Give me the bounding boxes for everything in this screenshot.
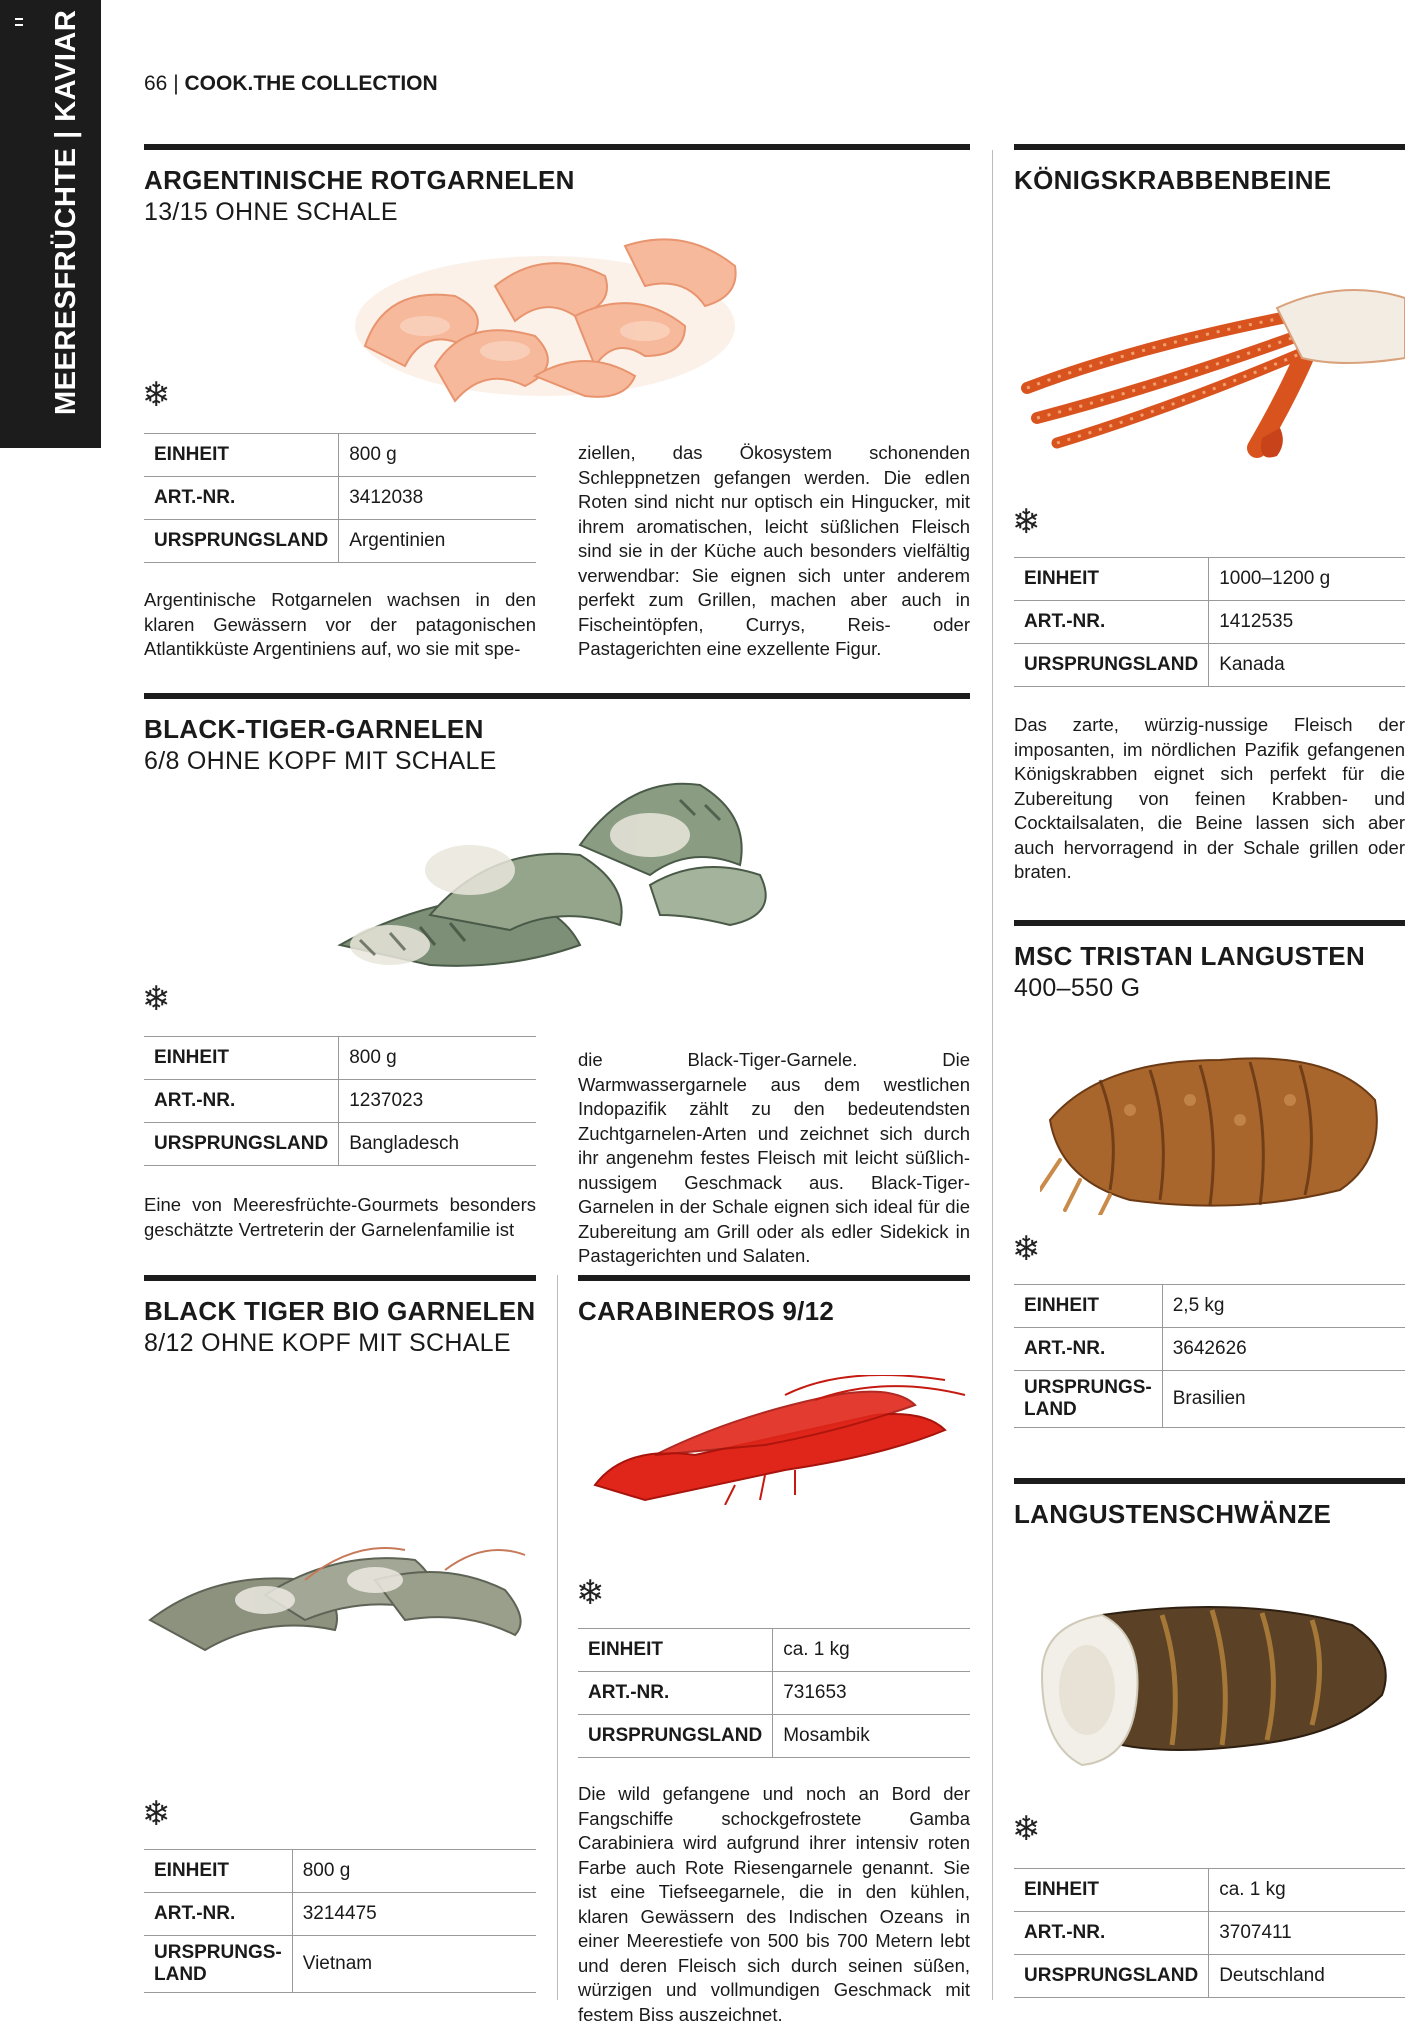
table-row — [578, 1672, 970, 1715]
spec-label: ART.-NR. — [1014, 1912, 1209, 1955]
product-description: Die wild gefangene und noch an Bord der Fangschiffe schockgefrostete Gamba Carabiniera wird aufgrund ihrer intensiv roten Farbe auch Rote Riesengarnele genannt. Sie ist eine Tiefseegarnele, die in den kühlen, klaren Gewässern des Indischen Ozeans in einer Meerestiefe von 500 bis 700 Metern lebt und deren Fleisch sich durch seinen süßen, würzigen und vollmundigen Geschmack mit festem Biss auszeichnet. — [578, 1783, 970, 2025]
spec-value: Vietnam — [292, 1936, 536, 1993]
menu-mark-icon — [15, 18, 23, 26]
table-row — [144, 1080, 536, 1123]
table-row — [144, 1037, 536, 1080]
spec-table — [578, 1628, 970, 1758]
table-row — [1014, 1328, 1405, 1371]
product-title: BLACK-TIGER-GARNELEN — [144, 714, 484, 744]
table-row — [144, 477, 536, 520]
table-row — [144, 1936, 536, 1993]
spec-label: ART.-NR. — [144, 477, 339, 520]
spec-label: URSPRUNGSLAND — [1014, 644, 1209, 687]
table-row — [144, 1893, 536, 1936]
lobster-tail-image — [1022, 1595, 1397, 1775]
spec-value: 3707411 — [1209, 1912, 1405, 1955]
product-subtitle: 6/8 OHNE KOPF MIT SCHALE — [144, 747, 497, 775]
spec-table — [144, 1036, 536, 1166]
spec-value: ca. 1 kg — [1209, 1869, 1405, 1912]
section-rule — [144, 693, 970, 699]
table-row — [144, 1850, 536, 1893]
spec-label: URSPRUNGS- LAND — [1014, 1371, 1162, 1428]
spec-value: 1412535 — [1209, 601, 1405, 644]
spec-value: Bangladesch — [339, 1123, 536, 1166]
spec-label: ART.-NR. — [578, 1672, 773, 1715]
spec-label: ART.-NR. — [1014, 601, 1209, 644]
spec-value: Kanada — [1209, 644, 1405, 687]
shrimp-image — [145, 1540, 530, 1660]
spec-value: 2,5 kg — [1162, 1285, 1405, 1328]
product-description: Eine von Meeresfrüchte-Gourmets besonders geschätzte Vertreterin der Garnelenfamilie ist — [144, 1194, 536, 1240]
section-rule — [1014, 144, 1405, 150]
spec-label: EINHEIT — [144, 1850, 292, 1893]
shrimp-image — [345, 226, 755, 412]
table-row — [144, 434, 536, 477]
snowflake-icon: ❄ — [142, 980, 171, 1018]
spec-table — [144, 1849, 536, 1993]
product-description: ziellen, das Ökosystem schonenden Schleppnetzen gefangen werden. Die edlen Roten sind nicht nur optisch ein Hingucker, mit ihrem aromatischen, leicht süßlichen Fleisch sind sie in der Küche auch besonders vielfältig verwendbar: Sie eignen sich unter anderem perfekt zum Grillen, machen aber auch in Fischeintöpfen, Currys, Reis- oder Pastagerichten eine exzellente Figur. — [578, 442, 970, 659]
table-row — [1014, 558, 1405, 601]
spec-label: EINHEIT — [144, 434, 339, 477]
shrimp-image — [330, 755, 785, 980]
spec-label: EINHEIT — [1014, 1285, 1162, 1328]
spec-label: ART.-NR. — [144, 1080, 339, 1123]
page-header — [144, 72, 438, 96]
spec-label: EINHEIT — [1014, 558, 1209, 601]
spec-value: 731653 — [773, 1672, 970, 1715]
spec-value: 800 g — [292, 1850, 536, 1893]
lobster-image — [1040, 1040, 1385, 1215]
spec-table — [1014, 1284, 1405, 1428]
spec-value: Deutschland — [1209, 1955, 1405, 1998]
table-row — [1014, 1869, 1405, 1912]
product-title: BLACK TIGER BIO GARNELEN — [144, 1296, 536, 1326]
table-row — [144, 1123, 536, 1166]
section-rule — [144, 144, 970, 150]
section-label: MEERESFRÜCHTE | KAVIAR — [50, 9, 82, 415]
page-number: 66 — [144, 72, 168, 95]
spec-value: 3214475 — [292, 1893, 536, 1936]
spec-value: 1000–1200 g — [1209, 558, 1405, 601]
brand-title: COOK.THE COLLECTION — [184, 72, 438, 95]
snowflake-icon: ❄ — [1012, 1810, 1041, 1848]
section-sidebar — [0, 0, 101, 448]
snowflake-icon: ❄ — [1012, 503, 1041, 541]
spec-value: ca. 1 kg — [773, 1629, 970, 1672]
spec-value: Argentinien — [339, 520, 536, 563]
table-row — [1014, 1285, 1405, 1328]
spec-label: EINHEIT — [1014, 1869, 1209, 1912]
table-row — [1014, 1912, 1405, 1955]
snowflake-icon: ❄ — [576, 1574, 605, 1612]
product-description: die Black-Tiger-Garnele. Die Warmwassergarnele aus dem westlichen Indopazifik zählt zu den bedeutendsten Zuchtgarnelen-Arten und zeichnet sich durch ihr angenehm festes Fleisch mit leicht süßlich-nussigem Geschmack aus. Black-Tiger-Garnelen in der Schale eignen sich ideal für die Zubereitung am Grill oder als edler Sidekick in Pastagerichten und Salaten. — [578, 1049, 970, 1266]
product-title: CARABINEROS 9/12 — [578, 1296, 835, 1326]
spec-label: URSPRUNGSLAND — [144, 1123, 339, 1166]
spec-label: ART.-NR. — [1014, 1328, 1162, 1371]
spec-table — [144, 433, 536, 563]
spec-table — [1014, 1868, 1405, 1998]
prawn-image — [585, 1375, 970, 1505]
spec-label: URSPRUNGSLAND — [144, 520, 339, 563]
table-row — [144, 520, 536, 563]
product-description: Das zarte, würzig-nussige Fleisch der imposanten, im nördlichen Pazifik gefangenen Königskrabben eignet sich perfekt für die Zubereitung von feinen Krabben- und Cocktailsalaten, die Beine lassen sich aber auch hervorragend in der Schale grillen oder braten. — [1014, 714, 1405, 882]
spec-value: 800 g — [339, 434, 536, 477]
product-subtitle: 8/12 OHNE KOPF MIT SCHALE — [144, 1329, 511, 1357]
product-subtitle: 400–550 G — [1014, 974, 1141, 1002]
table-row — [1014, 644, 1405, 687]
product-title: LANGUSTENSCHWÄNZE — [1014, 1499, 1332, 1529]
product-title: KÖNIGSKRABBENBEINE — [1014, 165, 1332, 195]
spec-label: EINHEIT — [578, 1629, 773, 1672]
spec-value: Brasilien — [1162, 1371, 1405, 1428]
table-row — [1014, 601, 1405, 644]
product-title: MSC TRISTAN LANGUSTEN — [1014, 941, 1366, 971]
spec-value: Mosambik — [773, 1715, 970, 1758]
product-subtitle: 13/15 OHNE SCHALE — [144, 198, 398, 226]
section-rule — [144, 1275, 536, 1281]
spec-value: 3412038 — [339, 477, 536, 520]
spec-value: 3642626 — [1162, 1328, 1405, 1371]
spec-label: URSPRUNGSLAND — [1014, 1955, 1209, 1998]
spec-label: URSPRUNGSLAND — [578, 1715, 773, 1758]
table-row — [1014, 1371, 1405, 1428]
spec-table — [1014, 557, 1405, 687]
snowflake-icon: ❄ — [142, 376, 171, 414]
snowflake-icon: ❄ — [1012, 1230, 1041, 1268]
section-rule — [1014, 920, 1405, 926]
spec-label: ART.-NR. — [144, 1893, 292, 1936]
spec-label: EINHEIT — [144, 1037, 339, 1080]
column-divider — [557, 1275, 558, 2000]
crab-legs-image — [1012, 278, 1405, 468]
spec-label: URSPRUNGS- LAND — [144, 1936, 292, 1993]
spec-value: 1237023 — [339, 1080, 536, 1123]
table-row — [1014, 1955, 1405, 1998]
snowflake-icon: ❄ — [142, 1795, 171, 1833]
product-description: Argentinische Rotgarnelen wachsen in den klaren Gewässern vor der patagonischen Atlantikküste Argentiniens auf, wo sie mit spe- — [144, 589, 536, 659]
section-rule — [578, 1275, 970, 1281]
product-title: ARGENTINISCHE ROTGARNELEN — [144, 165, 575, 195]
table-row — [578, 1715, 970, 1758]
table-row — [578, 1629, 970, 1672]
column-divider — [992, 150, 993, 2000]
section-rule — [1014, 1478, 1405, 1484]
spec-value: 800 g — [339, 1037, 536, 1080]
header-separator: | — [173, 72, 179, 95]
